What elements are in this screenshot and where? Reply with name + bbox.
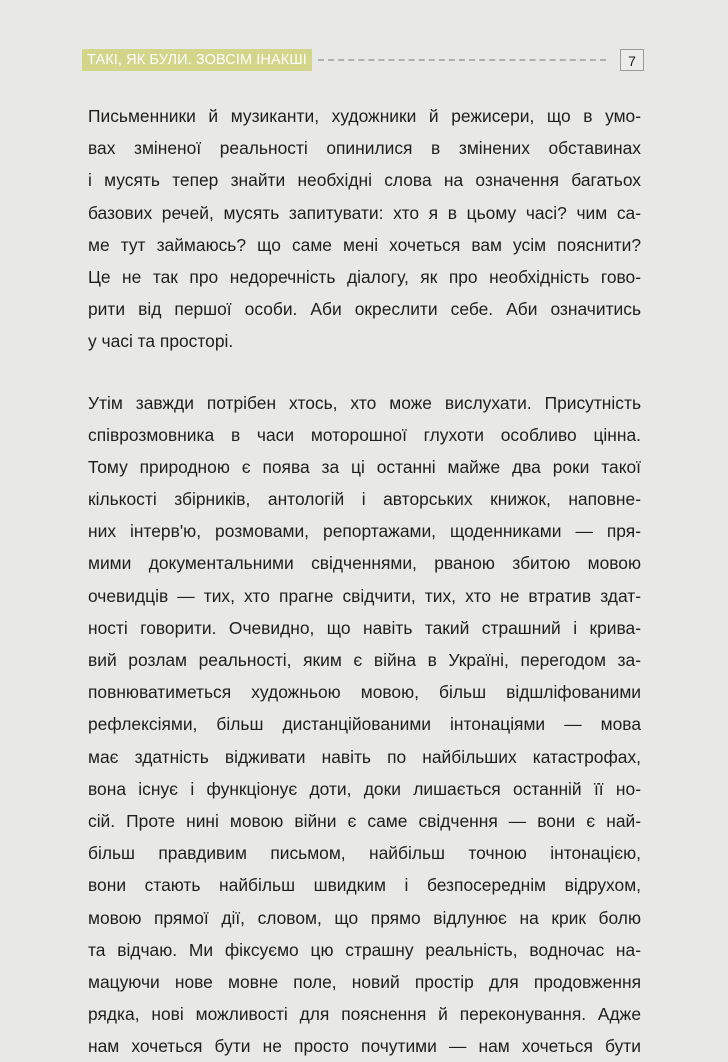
paragraph-2 [88,387,641,1062]
text-line: кількості збірників, антологій і авторських книжок, наповне- [88,483,641,515]
running-head [82,49,644,71]
text-line: рядка, нові можливості для пояснення й переконування. Адже [88,998,641,1030]
text-line: ме тут займаюсь? що саме мені хочеться вам усім пояснити? [88,229,641,261]
text-line: має здатність відживати навіть по найбільших катастрофах, [88,741,641,773]
text-line: Тому природною є поява за ці останні майже два роки такої [88,451,641,483]
dashed-rule [318,59,606,61]
text-line: та відчаю. Ми фіксуємо цю страшну реальність, водночас на- [88,934,641,966]
text-line: рефлексіями, більш дистанційованими інтонаціями — мова [88,708,641,740]
paragraph-1 [88,100,641,358]
text-line: Це не так про недоречність діалогу, як про необхідність гово- [88,261,641,293]
text-line: сій. Проте нині мовою війни є саме свідчення — вони є най- [88,805,641,837]
text-line: співрозмовника в часи моторошної глухоти особливо цінна. [88,419,641,451]
text-line: повнюватиметься художньою мовою, більш відшліфованими [88,676,641,708]
running-head-title: ТАКІ, ЯК БУЛИ. ЗОВСІМ ІНАКШІ [82,49,312,71]
text-line: вий розлам реальності, яким є війна в Україні, перегодом за- [88,644,641,676]
text-line: мими документальними свідченнями, рваною збитою мовою [88,547,641,579]
body-text [88,100,641,1062]
text-line: мовою прямої дії, словом, що прямо відлунює на крик болю [88,902,641,934]
text-line: Письменники й музиканти, художники й режисери, що в умо- [88,100,641,132]
text-line: мацуючи нове мовне поле, новий простір для продовження [88,966,641,998]
text-line: Утім завжди потрібен хтось, хто може вислухати. Присутність [88,387,641,419]
page-number: 7 [620,49,644,71]
text-line: очевидців — тих, хто прагне свідчити, тих, хто не втратив здат- [88,580,641,612]
text-line: них інтерв'ю, розмовами, репортажами, щоденниками — пря- [88,515,641,547]
text-line: рити від першої особи. Аби окреслити себе. Аби означитись [88,293,641,325]
paragraph-gap [88,358,641,387]
text-line: нам хочеться бути не просто почутими — нам хочеться бути [88,1030,641,1062]
text-line: вона існує і функціонує доти, доки лишається останній її но- [88,773,641,805]
text-line: вах зміненої реальності опинилися в змінених обставинах [88,132,641,164]
text-line: і мусять тепер знайти необхідні слова на означення багатьох [88,164,641,196]
text-line: вони стають найбільш швидким і безпосереднім відрухом, [88,869,641,901]
text-line: у часі та просторі. [88,325,641,357]
text-line: базових речей, мусять запитувати: хто я в цьому часі? чим са- [88,197,641,229]
text-line: ності говорити. Очевидно, що навіть такий страшний і крива- [88,612,641,644]
text-line: більш правдивим письмом, найбільш точною інтонацією, [88,837,641,869]
